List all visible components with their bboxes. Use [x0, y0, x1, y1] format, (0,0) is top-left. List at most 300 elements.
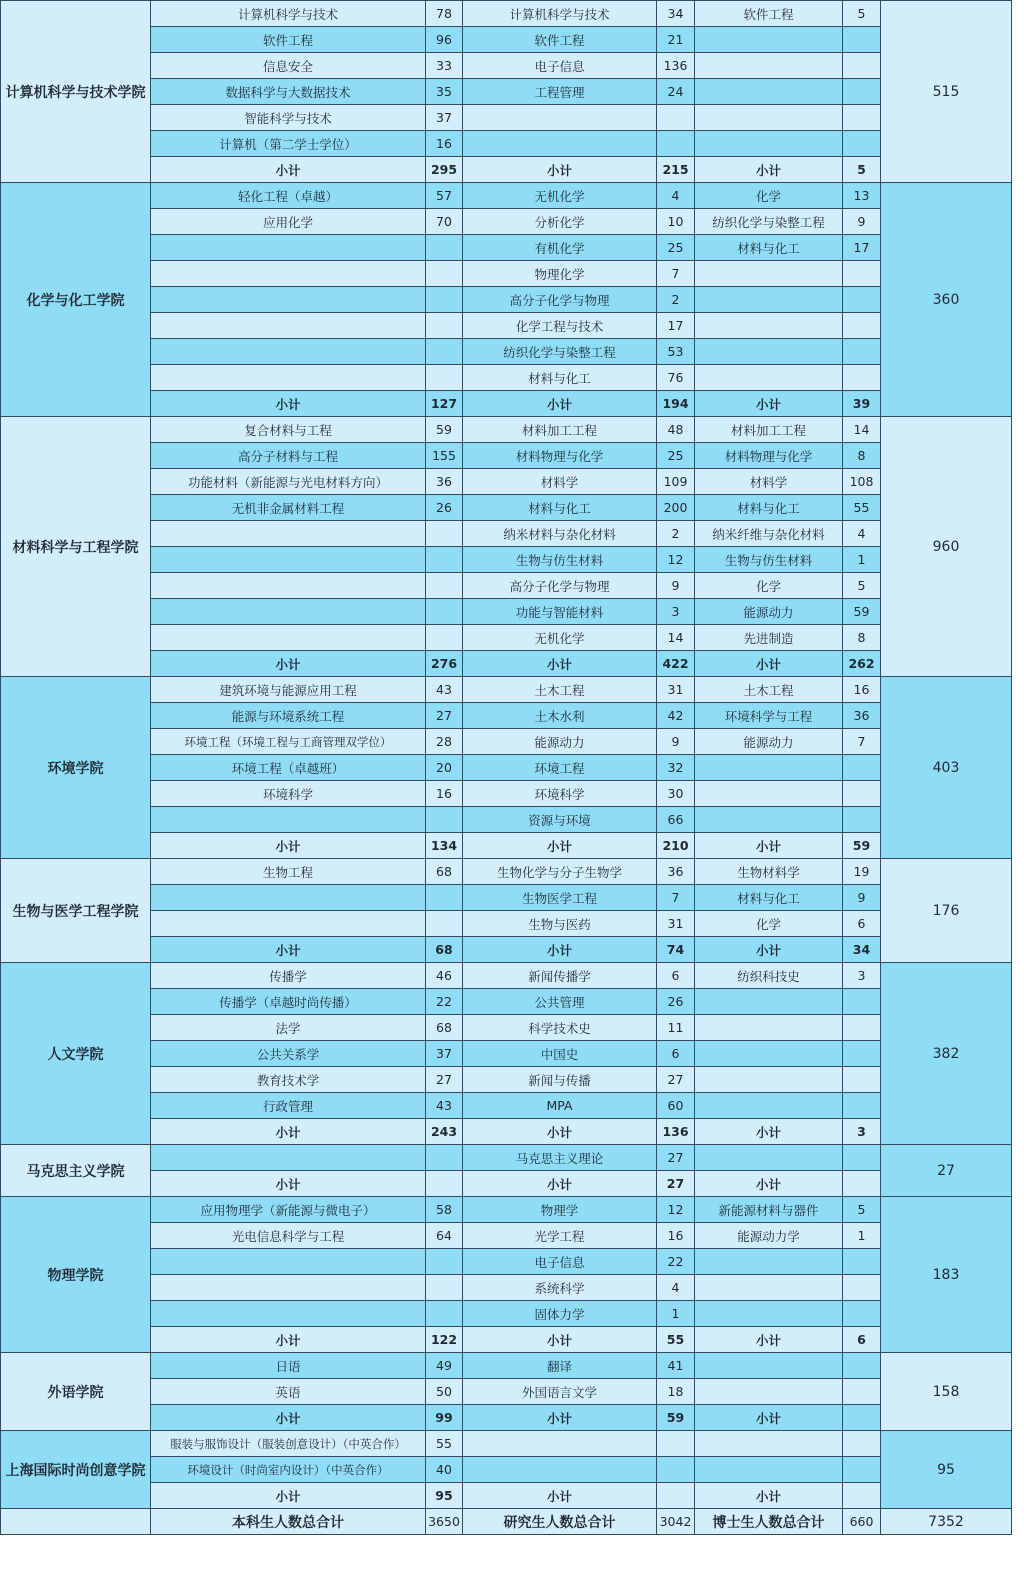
- master-major: 光学工程: [463, 1223, 657, 1249]
- master-subtotal-label: 小计: [463, 833, 657, 859]
- phd-major: [695, 287, 843, 313]
- phd-major: [695, 1041, 843, 1067]
- undergrad-count: 155: [426, 443, 463, 469]
- table-row: [1, 989, 1012, 1015]
- master-count: 194: [657, 391, 695, 417]
- table-row: [1, 1431, 1012, 1457]
- master-count: 2: [657, 287, 695, 313]
- master-count: 12: [657, 547, 695, 573]
- table-row: [1, 781, 1012, 807]
- undergrad-major: [151, 339, 426, 365]
- undergrad-count: [426, 1249, 463, 1275]
- phd-count: [843, 1431, 881, 1457]
- phd-major: 软件工程: [695, 1, 843, 27]
- table-row: [1, 365, 1012, 391]
- undergrad-count: 122: [426, 1327, 463, 1353]
- phd-major: [695, 1353, 843, 1379]
- undergrad-subtotal-label: 小计: [151, 1119, 426, 1145]
- college-name: 马克思主义学院: [1, 1145, 151, 1197]
- master-count: 109: [657, 469, 695, 495]
- master-count: 4: [657, 1275, 695, 1301]
- undergrad-count: 96: [426, 27, 463, 53]
- phd-count: 5: [843, 157, 881, 183]
- master-count: 3: [657, 599, 695, 625]
- undergrad-count: 28: [426, 729, 463, 755]
- phd-major: 先进制造: [695, 625, 843, 651]
- phd-major: 生物与仿生材料: [695, 547, 843, 573]
- undergrad-count: [426, 365, 463, 391]
- master-count: 74: [657, 937, 695, 963]
- phd-subtotal-label: 小计: [695, 157, 843, 183]
- master-count: 21: [657, 27, 695, 53]
- master-count: 30: [657, 781, 695, 807]
- phd-count: 13: [843, 183, 881, 209]
- college-name: 物理学院: [1, 1197, 151, 1353]
- undergrad-count: 35: [426, 79, 463, 105]
- undergrad-major: [151, 1145, 426, 1171]
- undergrad-count: 16: [426, 781, 463, 807]
- master-major: 中国史: [463, 1041, 657, 1067]
- master-count: 136: [657, 1119, 695, 1145]
- master-major: 系统科学: [463, 1275, 657, 1301]
- table-row: [1, 27, 1012, 53]
- phd-major: [695, 1379, 843, 1405]
- undergrad-count: 55: [426, 1431, 463, 1457]
- phd-count: 19: [843, 859, 881, 885]
- phd-major: [695, 1093, 843, 1119]
- phd-major: 化学: [695, 911, 843, 937]
- undergrad-major: 能源与环境系统工程: [151, 703, 426, 729]
- phd-count: [843, 1041, 881, 1067]
- table-row: [1, 287, 1012, 313]
- master-count: 7: [657, 885, 695, 911]
- college-total: 515: [881, 1, 1012, 183]
- undergrad-count: 68: [426, 859, 463, 885]
- college-total: 27: [881, 1145, 1012, 1197]
- undergrad-count: 33: [426, 53, 463, 79]
- undergrad-count: [426, 573, 463, 599]
- phd-major: 材料与化工: [695, 495, 843, 521]
- phd-major: [695, 365, 843, 391]
- undergrad-major: 环境工程（卓越班）: [151, 755, 426, 781]
- phd-count: [843, 1301, 881, 1327]
- undergrad-grand-total-label: 本科生人数总合计: [151, 1509, 426, 1535]
- undergrad-major: 无机非金属材料工程: [151, 495, 426, 521]
- undergrad-count: 20: [426, 755, 463, 781]
- undergrad-count: [426, 1145, 463, 1171]
- phd-subtotal-label: 小计: [695, 1405, 843, 1431]
- subtotal-row: [1, 1327, 1012, 1353]
- undergrad-count: 37: [426, 1041, 463, 1067]
- undergrad-count: 276: [426, 651, 463, 677]
- phd-count: 5: [843, 1197, 881, 1223]
- table-row: [1, 469, 1012, 495]
- undergrad-count: 27: [426, 703, 463, 729]
- phd-count: 1: [843, 547, 881, 573]
- undergrad-major: 行政管理: [151, 1093, 426, 1119]
- subtotal-row: [1, 651, 1012, 677]
- master-major: 无机化学: [463, 183, 657, 209]
- phd-major: [695, 1015, 843, 1041]
- master-major: [463, 105, 657, 131]
- master-major: 材料与化工: [463, 495, 657, 521]
- table-row: [1, 53, 1012, 79]
- master-major: 材料加工工程: [463, 417, 657, 443]
- phd-major: [695, 1249, 843, 1275]
- undergrad-major: [151, 313, 426, 339]
- master-count: 48: [657, 417, 695, 443]
- undergrad-count: [426, 313, 463, 339]
- master-subtotal-label: 小计: [463, 1327, 657, 1353]
- undergrad-subtotal-label: 小计: [151, 157, 426, 183]
- college-total: 382: [881, 963, 1012, 1145]
- table-row: [1, 1093, 1012, 1119]
- undergrad-count: [426, 807, 463, 833]
- master-count: 9: [657, 729, 695, 755]
- undergrad-grand-total: 3650: [426, 1509, 463, 1535]
- table-row: [1, 963, 1012, 989]
- table-row: [1, 1301, 1012, 1327]
- master-count: 9: [657, 573, 695, 599]
- master-count: 27: [657, 1067, 695, 1093]
- table-row: [1, 131, 1012, 157]
- master-count: 25: [657, 443, 695, 469]
- master-count: 4: [657, 183, 695, 209]
- college-total: 183: [881, 1197, 1012, 1353]
- undergrad-count: 16: [426, 131, 463, 157]
- phd-count: [843, 1405, 881, 1431]
- undergrad-major: 功能材料（新能源与光电材料方向）: [151, 469, 426, 495]
- phd-subtotal-label: 小计: [695, 1119, 843, 1145]
- undergrad-major: 传播学（卓越时尚传播）: [151, 989, 426, 1015]
- undergrad-count: 134: [426, 833, 463, 859]
- master-major: 纺织化学与染整工程: [463, 339, 657, 365]
- phd-count: 5: [843, 1, 881, 27]
- undergrad-major: 教育技术学: [151, 1067, 426, 1093]
- master-count: [657, 105, 695, 131]
- phd-major: 纺织科技史: [695, 963, 843, 989]
- subtotal-row: [1, 833, 1012, 859]
- subtotal-row: [1, 1405, 1012, 1431]
- undergrad-subtotal-label: 小计: [151, 391, 426, 417]
- undergrad-major: 生物工程: [151, 859, 426, 885]
- phd-count: [843, 755, 881, 781]
- table-row: [1, 885, 1012, 911]
- master-major: 生物与仿生材料: [463, 547, 657, 573]
- undergrad-major: [151, 573, 426, 599]
- undergrad-count: [426, 235, 463, 261]
- undergrad-count: 243: [426, 1119, 463, 1145]
- table-row: [1, 417, 1012, 443]
- phd-subtotal-label: 小计: [695, 833, 843, 859]
- master-major: 物理化学: [463, 261, 657, 287]
- undergrad-count: [426, 911, 463, 937]
- phd-count: [843, 1379, 881, 1405]
- overall-grand-total: 7352: [881, 1509, 1012, 1535]
- master-count: 12: [657, 1197, 695, 1223]
- phd-count: 39: [843, 391, 881, 417]
- phd-major: 化学: [695, 183, 843, 209]
- undergrad-count: [426, 521, 463, 547]
- table-row: [1, 625, 1012, 651]
- undergrad-major: [151, 261, 426, 287]
- phd-count: 8: [843, 625, 881, 651]
- college-name: 上海国际时尚创意学院: [1, 1431, 151, 1509]
- phd-count: [843, 339, 881, 365]
- undergrad-subtotal-label: 小计: [151, 833, 426, 859]
- phd-major: 新能源材料与器件: [695, 1197, 843, 1223]
- table-row: [1, 859, 1012, 885]
- phd-major: [695, 1145, 843, 1171]
- master-subtotal-label: 小计: [463, 1171, 657, 1197]
- phd-major: 土木工程: [695, 677, 843, 703]
- master-grand-total: 3042: [657, 1509, 695, 1535]
- master-count: 76: [657, 365, 695, 391]
- undergrad-major: 计算机科学与技术: [151, 1, 426, 27]
- master-major: [463, 131, 657, 157]
- undergrad-subtotal-label: 小计: [151, 1405, 426, 1431]
- phd-major: 材料与化工: [695, 235, 843, 261]
- master-major: 高分子化学与物理: [463, 573, 657, 599]
- phd-count: [843, 1093, 881, 1119]
- phd-major: [695, 755, 843, 781]
- phd-count: [843, 105, 881, 131]
- master-count: 27: [657, 1145, 695, 1171]
- undergrad-major: 应用化学: [151, 209, 426, 235]
- master-major: 材料物理与化学: [463, 443, 657, 469]
- undergrad-subtotal-label: 小计: [151, 1483, 426, 1509]
- master-major: [463, 1457, 657, 1483]
- undergrad-major: 应用物理学（新能源与微电子）: [151, 1197, 426, 1223]
- phd-count: [843, 313, 881, 339]
- table-row: [1, 1067, 1012, 1093]
- master-major: 马克思主义理论: [463, 1145, 657, 1171]
- master-count: 59: [657, 1405, 695, 1431]
- undergrad-count: 68: [426, 1015, 463, 1041]
- phd-count: 1: [843, 1223, 881, 1249]
- phd-subtotal-label: 小计: [695, 1327, 843, 1353]
- undergrad-count: 59: [426, 417, 463, 443]
- master-count: 24: [657, 79, 695, 105]
- undergrad-count: [426, 599, 463, 625]
- master-major: 新闻传播学: [463, 963, 657, 989]
- undergrad-count: [426, 339, 463, 365]
- phd-count: [843, 53, 881, 79]
- master-count: 6: [657, 1041, 695, 1067]
- undergrad-major: 数据科学与大数据技术: [151, 79, 426, 105]
- undergrad-major: 高分子材料与工程: [151, 443, 426, 469]
- undergrad-count: 50: [426, 1379, 463, 1405]
- table-row: [1, 1223, 1012, 1249]
- phd-count: 16: [843, 677, 881, 703]
- master-count: 55: [657, 1327, 695, 1353]
- college-name: 外语学院: [1, 1353, 151, 1431]
- table-row: [1, 1015, 1012, 1041]
- phd-major: [695, 781, 843, 807]
- phd-major: [695, 79, 843, 105]
- undergrad-count: [426, 547, 463, 573]
- undergrad-count: 68: [426, 937, 463, 963]
- phd-major: 材料物理与化学: [695, 443, 843, 469]
- phd-count: 17: [843, 235, 881, 261]
- master-count: 26: [657, 989, 695, 1015]
- phd-major: 纳米纤维与杂化材料: [695, 521, 843, 547]
- master-major: MPA: [463, 1093, 657, 1119]
- table-row: [1, 547, 1012, 573]
- phd-major: 能源动力学: [695, 1223, 843, 1249]
- phd-major: 化学: [695, 573, 843, 599]
- master-major: 化学工程与技术: [463, 313, 657, 339]
- master-subtotal-label: 小计: [463, 1119, 657, 1145]
- master-major: 土木工程: [463, 677, 657, 703]
- master-count: 42: [657, 703, 695, 729]
- table-row: [1, 521, 1012, 547]
- master-subtotal-label: 小计: [463, 937, 657, 963]
- college-total: 403: [881, 677, 1012, 859]
- phd-count: [843, 1249, 881, 1275]
- subtotal-row: [1, 937, 1012, 963]
- phd-count: [843, 781, 881, 807]
- master-major: 有机化学: [463, 235, 657, 261]
- table-row: [1, 235, 1012, 261]
- undergrad-major: [151, 521, 426, 547]
- phd-count: [843, 79, 881, 105]
- master-major: 电子信息: [463, 1249, 657, 1275]
- phd-major: [695, 1275, 843, 1301]
- phd-count: [843, 1015, 881, 1041]
- master-major: 环境工程: [463, 755, 657, 781]
- subtotal-row: [1, 1171, 1012, 1197]
- master-count: 53: [657, 339, 695, 365]
- phd-count: [843, 807, 881, 833]
- undergrad-major: 日语: [151, 1353, 426, 1379]
- master-count: 41: [657, 1353, 695, 1379]
- master-grand-total-label: 研究生人数总合计: [463, 1509, 657, 1535]
- college-name: 人文学院: [1, 963, 151, 1145]
- phd-count: [843, 261, 881, 287]
- master-count: 210: [657, 833, 695, 859]
- master-major: 材料与化工: [463, 365, 657, 391]
- phd-count: 7: [843, 729, 881, 755]
- undergrad-major: 软件工程: [151, 27, 426, 53]
- phd-count: [843, 989, 881, 1015]
- master-subtotal-label: 小计: [463, 157, 657, 183]
- master-subtotal-label: 小计: [463, 1405, 657, 1431]
- undergrad-major: 环境设计（时尚室内设计）（中英合作）: [151, 1457, 426, 1483]
- master-count: 66: [657, 807, 695, 833]
- table-row: [1, 729, 1012, 755]
- undergrad-major: [151, 235, 426, 261]
- table-row: [1, 79, 1012, 105]
- undergrad-count: 64: [426, 1223, 463, 1249]
- master-count: 32: [657, 755, 695, 781]
- master-major: 资源与环境: [463, 807, 657, 833]
- master-count: 25: [657, 235, 695, 261]
- table-row: [1, 1041, 1012, 1067]
- undergrad-count: 58: [426, 1197, 463, 1223]
- undergrad-count: 37: [426, 105, 463, 131]
- undergrad-count: [426, 1301, 463, 1327]
- master-major: 物理学: [463, 1197, 657, 1223]
- phd-count: 14: [843, 417, 881, 443]
- college-total: 176: [881, 859, 1012, 963]
- master-major: 高分子化学与物理: [463, 287, 657, 313]
- phd-major: [695, 1301, 843, 1327]
- phd-count: 108: [843, 469, 881, 495]
- table-row: [1, 1197, 1012, 1223]
- master-count: [657, 1457, 695, 1483]
- phd-subtotal-label: 小计: [695, 1171, 843, 1197]
- phd-count: 4: [843, 521, 881, 547]
- undergrad-major: [151, 625, 426, 651]
- undergrad-subtotal-label: 小计: [151, 651, 426, 677]
- undergrad-count: 40: [426, 1457, 463, 1483]
- table-row: [1, 313, 1012, 339]
- phd-major: [695, 313, 843, 339]
- undergrad-major: 法学: [151, 1015, 426, 1041]
- subtotal-row: [1, 1119, 1012, 1145]
- undergrad-count: 49: [426, 1353, 463, 1379]
- undergrad-count: [426, 287, 463, 313]
- table-row: [1, 573, 1012, 599]
- table-row: [1, 1353, 1012, 1379]
- undergrad-major: [151, 911, 426, 937]
- phd-count: 9: [843, 885, 881, 911]
- undergrad-major: 智能科学与技术: [151, 105, 426, 131]
- master-subtotal-label: 小计: [463, 1483, 657, 1509]
- phd-count: 8: [843, 443, 881, 469]
- phd-count: 36: [843, 703, 881, 729]
- table-row: [1, 183, 1012, 209]
- college-name: 材料科学与工程学院: [1, 417, 151, 677]
- phd-major: 生物材料学: [695, 859, 843, 885]
- master-count: 6: [657, 963, 695, 989]
- phd-major: [695, 53, 843, 79]
- table-row: [1, 443, 1012, 469]
- table-row: [1, 339, 1012, 365]
- table-row: [1, 105, 1012, 131]
- phd-count: [843, 1483, 881, 1509]
- undergrad-count: [426, 1275, 463, 1301]
- undergrad-count: 22: [426, 989, 463, 1015]
- table-row: [1, 1, 1012, 27]
- phd-count: [843, 1275, 881, 1301]
- undergrad-major: [151, 885, 426, 911]
- phd-count: 3: [843, 1119, 881, 1145]
- master-count: [657, 1431, 695, 1457]
- master-count: 31: [657, 677, 695, 703]
- grand-total-blank: [1, 1509, 151, 1535]
- table-row: [1, 495, 1012, 521]
- master-major: 计算机科学与技术: [463, 1, 657, 27]
- undergrad-major: [151, 807, 426, 833]
- master-major: 纳米材料与杂化材料: [463, 521, 657, 547]
- table-row: [1, 1379, 1012, 1405]
- master-major: 分析化学: [463, 209, 657, 235]
- master-major: 无机化学: [463, 625, 657, 651]
- undergrad-major: [151, 365, 426, 391]
- undergrad-subtotal-label: 小计: [151, 1327, 426, 1353]
- master-count: 17: [657, 313, 695, 339]
- master-major: 土木水利: [463, 703, 657, 729]
- phd-count: 5: [843, 573, 881, 599]
- table-row: [1, 1275, 1012, 1301]
- table-row: [1, 1145, 1012, 1171]
- undergrad-count: 127: [426, 391, 463, 417]
- undergrad-count: 295: [426, 157, 463, 183]
- master-count: 10: [657, 209, 695, 235]
- undergrad-count: 95: [426, 1483, 463, 1509]
